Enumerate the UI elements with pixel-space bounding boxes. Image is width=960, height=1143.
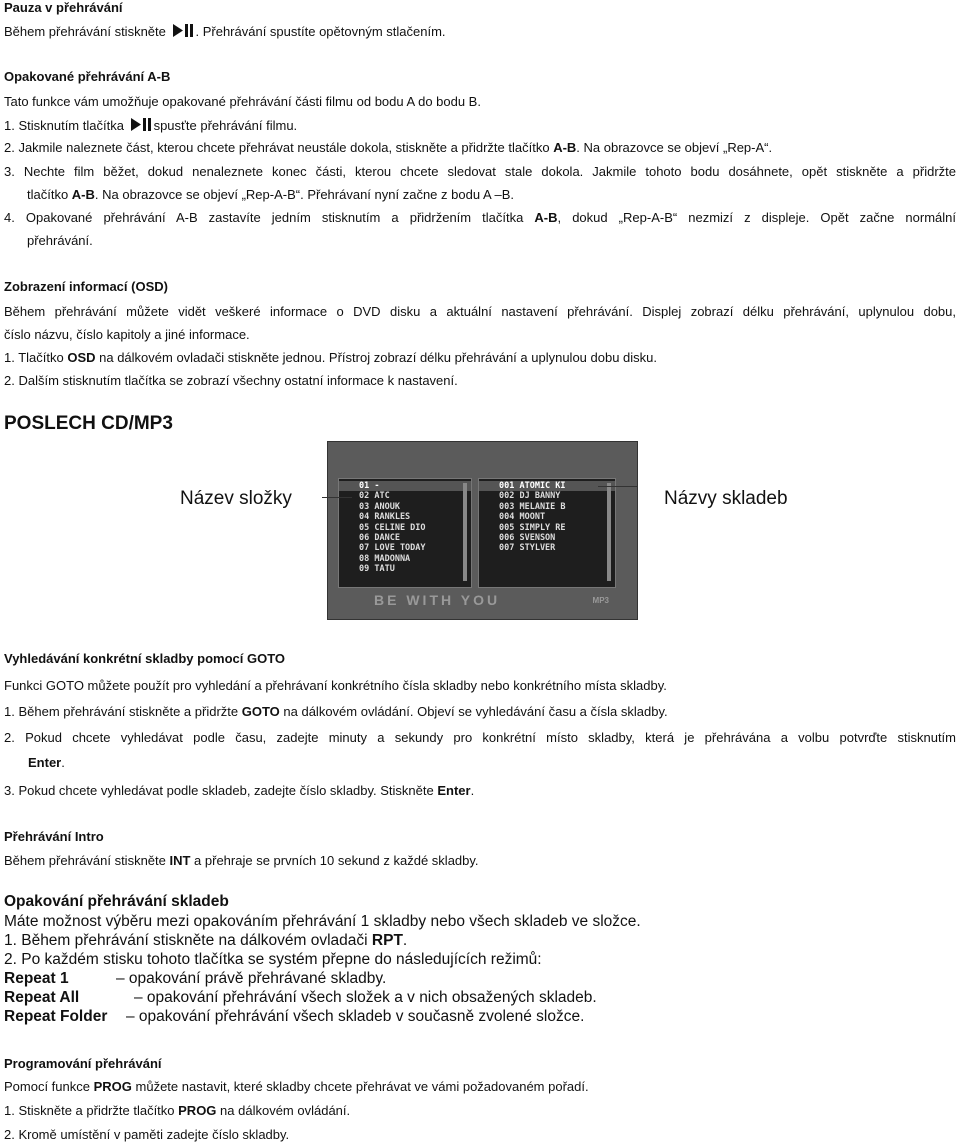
- osd-step-1: 1. Tlačítko OSD na dálkovém ovladači stiskněte jednou. Přístroj zobrazí délku přehrávání a uplynulou dobu disku.: [4, 350, 658, 365]
- track-list-item: 003 MELANIE B: [499, 501, 566, 512]
- folder-list-item: 09 TATU: [359, 564, 395, 575]
- track-list-item: 004 MOONT: [499, 512, 546, 523]
- heading-pause: Pauza v přehrávání: [4, 0, 123, 15]
- repeat-mode-1: Repeat 1 – opakování právě přehrávané skladby.: [4, 970, 387, 987]
- mp3-screen-image: [327, 441, 638, 620]
- ab-step-3-line1: 3. Nechte film běžet, dokud nenaleznete konec části, kterou chcete sledovat stale dokola. Jakmile tohoto bodu dosáhnete, opět stiskněte a přidržte: [4, 164, 956, 179]
- mp3-label: MP3: [592, 596, 609, 605]
- program-step-1: 1. Stiskněte a přidržte tlačítko PROG na dálkovém ovládání.: [4, 1103, 351, 1118]
- heading-osd: Zobrazení informací (OSD): [4, 279, 168, 294]
- goto-intro: Funkci GOTO můžete použít pro vyhledání a přehrávaní konkrétního čísla skladby nebo konkrétního místa skladby.: [4, 678, 667, 693]
- repeat-line-3: 2. Po každém stisku tohoto tlačítka se systém přepne do následujících režimů:: [4, 951, 542, 968]
- ab-step-3-line2: tlačítko A-B. Na obrazovce se objeví „Rep-A-B“. Přehrávaní nyní začne z bodu A –B.: [27, 187, 515, 202]
- goto-step-1: 1. Během přehrávání stiskněte a přidržte GOTO na dálkovém ovládání. Objeví se vyhledávání času a čísla skladby.: [4, 704, 668, 719]
- callout-folder-name: Název složky: [180, 488, 292, 509]
- heading-intro: Přehrávání Intro: [4, 829, 104, 844]
- osd-para-line1: Během přehrávání můžete vidět veškeré informace o DVD disku a aktuální nastavení přehrávání. Displej zobrazí délku přehrávání, uplynulou dobu,: [4, 304, 956, 319]
- repeat-mode-folder: Repeat Folder – opakování přehrávání všech skladeb v současně zvolené složce.: [4, 1008, 585, 1025]
- ab-step-4-line2: přehrávání.: [27, 233, 93, 248]
- track-list-item: 006 SVENSON: [499, 533, 556, 544]
- track-scrollbar: [607, 483, 611, 581]
- osd-para-line2: číslo názvu, číslo kapitoly a jiné informace.: [4, 327, 250, 342]
- track-list: [478, 478, 616, 588]
- folder-list-item: 07 LOVE TODAY: [359, 543, 426, 554]
- heading-goto: Vyhledávání konkrétní skladby pomocí GOTO: [4, 651, 286, 666]
- track-list-item: 007 STYLVER: [499, 543, 556, 554]
- track-list-item: 002 DJ BANNY: [499, 491, 561, 502]
- cd-mp3-title: POSLECH CD/MP3: [4, 413, 173, 434]
- play-pause-icon: [130, 117, 152, 132]
- folder-list-item: 02 ATC: [359, 491, 390, 502]
- repeat-line-1: Máte možnost výběru mezi opakováním přehrávání 1 skladby nebo všech skladeb ve složce.: [4, 913, 641, 930]
- heading-ab-repeat: Opakované přehrávání A-B: [4, 69, 171, 84]
- goto-step-3: 3. Pokud chcete vyhledávat podle skladeb, zadejte číslo skladby. Stiskněte Enter.: [4, 783, 475, 798]
- osd-step-2: 2. Dalším stisknutím tlačítka se zobrazí všechny ostatní informace k nastavení.: [4, 373, 458, 388]
- heading-program: Programování přehrávání: [4, 1056, 162, 1071]
- ab-step-2: 2. Jakmile naleznete část, kterou chcete přehrávat neustále dokola, stiskněte a přidržte tlačítko A-B. Na obrazovce se objeví „Rep-A“.: [4, 140, 773, 155]
- repeat-mode-all: Repeat All – opakování přehrávání všech složek a v nich obsažených skladeb.: [4, 989, 597, 1006]
- track-list-item: 005 SIMPLY RE: [499, 522, 566, 533]
- folder-list-item: 01 -: [339, 481, 471, 491]
- folder-list: [338, 478, 472, 588]
- intro-text: Během přehrávání stiskněte INT a přehraje se prvních 10 sekund z každé skladby.: [4, 853, 479, 868]
- callout-track-names: Názvy skladeb: [664, 488, 788, 509]
- folder-list-item: 06 DANCE: [359, 533, 400, 544]
- pause-text: Během přehrávání stiskněte . Přehrávání spustíte opětovným stlačením.: [4, 24, 446, 39]
- folder-list-item: 04 RANKLES: [359, 512, 411, 523]
- heading-repeat: Opakování přehrávání skladeb: [4, 893, 229, 910]
- now-playing-title: BE WITH YOU: [374, 592, 501, 608]
- ab-step-4-line1: 4. Opakované přehrávání A-B zastavíte jedním stisknutím a přidržením tlačítka A-B, dokud „Rep-A-B“ nezmizí z displeje. Opět začne normální: [4, 210, 956, 225]
- folder-list-item: 05 CELINE DIO: [359, 522, 426, 533]
- program-intro: Pomocí funkce PROG můžete nastavit, které skladby chcete přehrávat ve vámi požadovaném pořadí.: [4, 1079, 589, 1094]
- repeat-line-2: 1. Během přehrávání stiskněte na dálkovém ovladači RPT.: [4, 932, 408, 949]
- goto-step-2-line2: Enter.: [28, 755, 65, 770]
- ab-intro: Tato funkce vám umožňuje opakované přehrávání části filmu od bodu A do bodu B.: [4, 94, 481, 109]
- folder-list-item: 03 ANOUK: [359, 501, 400, 512]
- play-pause-icon: [172, 23, 194, 38]
- program-step-2: 2. Kromě umístění v paměti zadejte číslo skladby.: [4, 1127, 290, 1142]
- folder-list-item: 08 MADONNA: [359, 553, 411, 564]
- callout-folder-line: [322, 497, 352, 498]
- folder-scrollbar: [463, 483, 467, 581]
- callout-track-line: [598, 486, 638, 487]
- ab-step-1: 1. Stisknutím tlačítka spusťte přehrávání filmu.: [4, 118, 298, 133]
- track-list-item: 001 ATOMIC KI: [479, 481, 615, 491]
- goto-step-2-line1: 2. Pokud chcete vyhledávat podle času, zadejte minuty a sekundy pro konkrétní místo skladby, která je přehrávána a volbu potvrďte stisknutím: [4, 730, 956, 745]
